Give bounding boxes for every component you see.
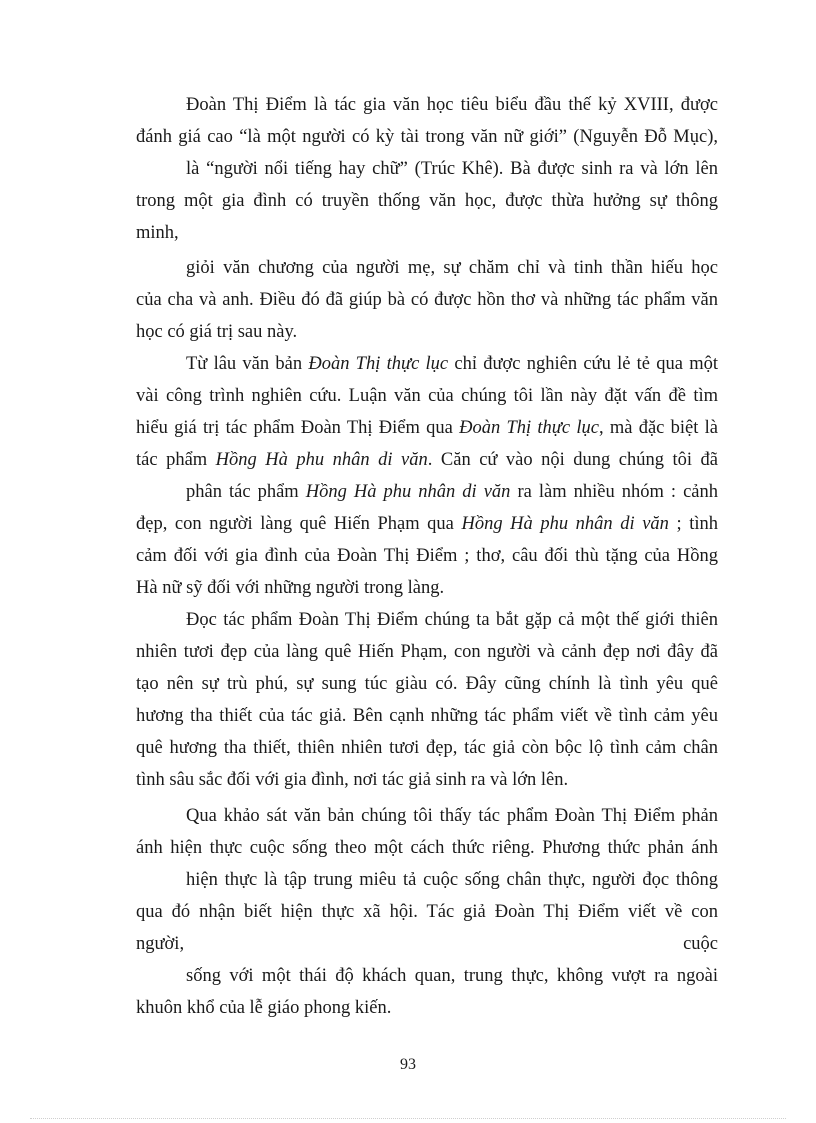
text-line: minh, — [136, 223, 179, 243]
text-line: hiện thực là tập trung miêu tả cuộc sống chân thực, người đọc thông — [186, 870, 718, 890]
text-segment: chỉ được nghiên cứu lẻ tẻ qua một — [448, 354, 718, 374]
italic-title: Hồng Hà phu nhân di văn — [215, 450, 428, 470]
text-line: khuôn khổ của lễ giáo phong kiến. — [136, 998, 392, 1018]
text-line: cảm đối với gia đình của Đoàn Thị Điểm ; thơ, câu đối thù tặng của Hồng — [136, 546, 718, 566]
italic-title: Hồng Hà phu nhân di văn — [305, 482, 511, 502]
text-line: của cha và anh. Điều đó đã giúp bà có được hồn thơ và những tác phẩm văn — [136, 290, 718, 310]
text-line: đánh giá cao “là một người có kỳ tài trong văn nữ giới” (Nguyễn Đỗ Mục), — [136, 127, 718, 147]
italic-title: Đoàn Thị thực lục — [308, 354, 449, 374]
text-line: Đọc tác phẩm Đoàn Thị Điểm chúng ta bắt gặp cả một thế giới thiên — [186, 610, 718, 630]
text-segment: hiểu giá trị tác phẩm Đoàn Thị Điểm qua — [136, 418, 460, 438]
text-segment: tác phẩm — [136, 450, 216, 470]
text-segment: phân tác phẩm — [186, 482, 306, 502]
text-line — [136, 449, 718, 471]
text-segment: đẹp, con người làng quê Hiến Phạm qua — [136, 514, 462, 534]
text-line — [186, 481, 718, 503]
text-line — [136, 513, 718, 535]
text-segment: . Căn cứ vào nội dung chúng tôi đã — [427, 450, 718, 470]
italic-title: Hồng Hà phu nhân di văn — [461, 514, 669, 534]
text-line — [136, 417, 718, 439]
text-line: Đoàn Thị Điểm là tác gia văn học tiêu biểu đầu thế kỷ XVIII, được — [186, 95, 718, 115]
italic-title: Đoàn Thị thực lục — [459, 418, 599, 438]
text-line: vài công trình nghiên cứu. Luận văn của chúng tôi lần này đặt vấn đề tìm — [136, 386, 718, 406]
text-line: học có giá trị sau này. — [136, 322, 298, 342]
footer-divider — [30, 1118, 786, 1119]
text-segment: ra làm nhiều nhóm : cảnh — [510, 482, 719, 502]
page-number: 93 — [400, 1056, 416, 1073]
text-segment: ; tình — [668, 514, 719, 534]
text-line: hương tha thiết của tác giả. Bên cạnh những tác phẩm viết về tình cảm yêu — [136, 706, 718, 726]
text-line: giỏi văn chương của người mẹ, sự chăm chỉ và tinh thần hiếu học — [186, 258, 718, 278]
text-line: qua đó nhận biết hiện thực xã hội. Tác giả Đoàn Thị Điểm viết về con — [136, 902, 718, 922]
text-line: sống với một thái độ khách quan, trung thực, không vượt ra ngoài — [186, 966, 718, 986]
text-line: ánh hiện thực cuộc sống theo một cách thức riêng. Phương thức phản ánh — [136, 838, 718, 858]
text-line: là “người nổi tiếng hay chữ” (Trúc Khê). Bà được sinh ra và lớn lên — [186, 159, 718, 179]
text-line: Qua khảo sát văn bản chúng tôi thấy tác phẩm Đoàn Thị Điểm phản — [186, 806, 718, 826]
text-line: quê hương tha thiết, thiên nhiên tươi đẹp, tác giả còn bộc lộ tình cảm chân — [136, 738, 718, 758]
text-segment: , mà đặc biệt là — [598, 418, 718, 438]
text-line: người, cuộc — [136, 934, 718, 954]
text-line: Hà nữ sỹ đối với những người trong làng. — [136, 578, 445, 598]
text-segment: Từ lâu văn bản — [186, 354, 309, 374]
text-line: nhiên tươi đẹp của làng quê Hiến Phạm, con người và cảnh đẹp nơi đây đã — [136, 642, 718, 662]
text-line: trong một gia đình có truyền thống văn học, được thừa hưởng sự thông — [136, 191, 718, 211]
text-line: tạo nên sự trù phú, sự sung túc giàu có. Đây cũng chính là tình yêu quê — [136, 674, 718, 694]
text-line: tình sâu sắc đối với gia đình, nơi tác giả sinh ra và lớn lên. — [136, 770, 569, 790]
text-line — [186, 353, 718, 375]
